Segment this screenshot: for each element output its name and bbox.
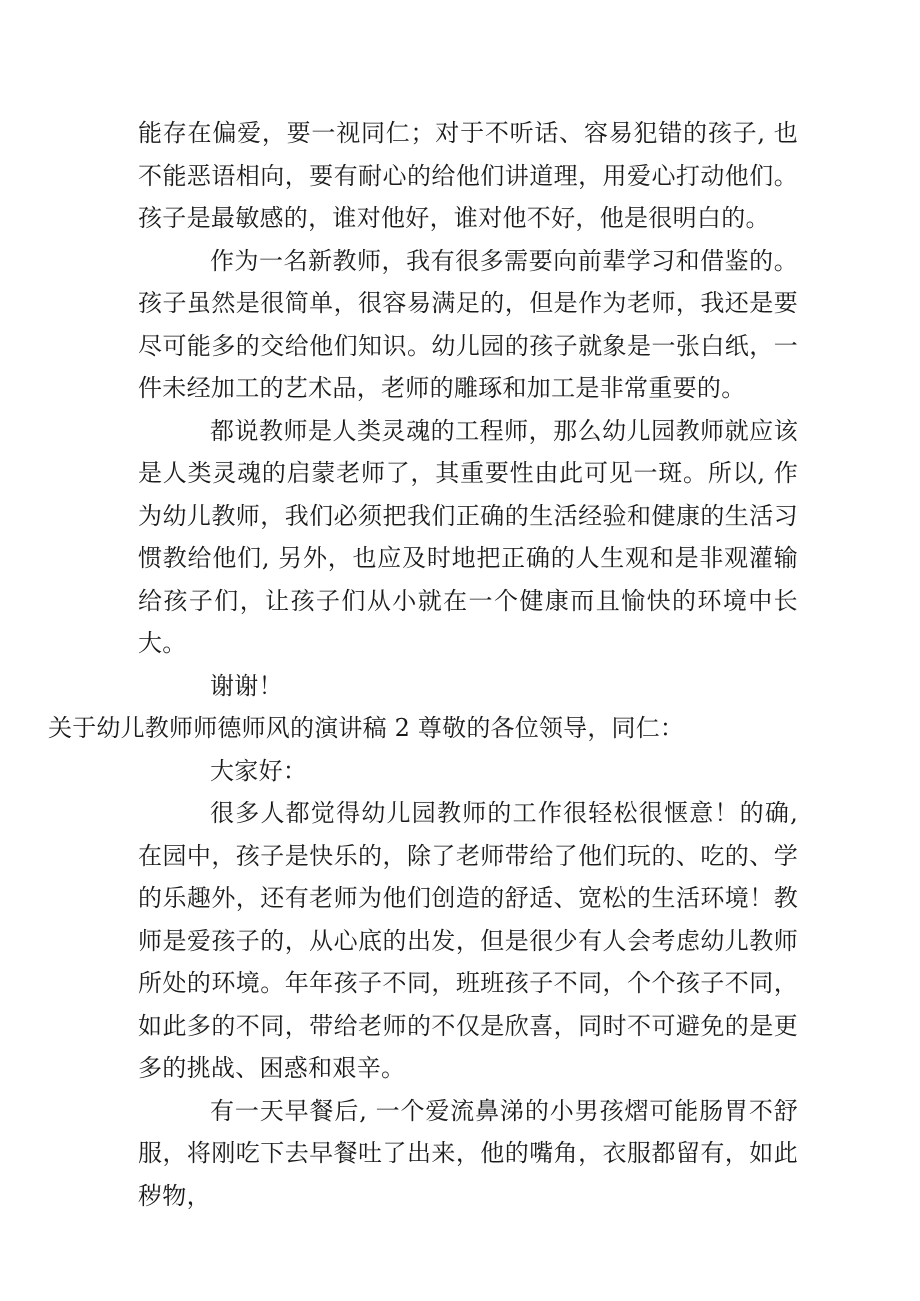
paragraph-3: 都说教师是人类灵魂的工程师，那么幼儿园教师就应该是人类灵魂的启蒙老师了，其重要性由此可见一斑。所以, 作为幼儿教师，我们必须把我们正确的生活经验和健康的生活习惯教给他们, 另外，也应及时地把正确的人生观和是非观灌输给孩子们，让孩子们从小就在一个健康而且愉快的环境中长大。: [138, 416, 798, 657]
paragraph-1: 能存在偏爱，要一视同仁；对于不听话、容易犯错的孩子, 也不能恶语相向，要有耐心的给他们讲道理，用爱心打动他们。孩子是最敏感的，谁对他好，谁对他不好，他是很明白的。: [138, 119, 798, 232]
speech-title: 关于幼儿教师师德师风的演讲稿 2 尊敬的各位领导，同仁：: [48, 714, 685, 742]
paragraph-8: 有一天早餐后, 一个爱流鼻涕的小男孩熠可能肠胃不舒服，将刚吃下去早餐吐了出来，他的嘴角，衣服都留有，如此秽物，: [138, 1096, 798, 1210]
closing-thanks: 谢谢！: [210, 671, 283, 700]
document-page: [48, 112, 798, 1217]
greeting: 大家好：: [210, 756, 308, 785]
paragraph-7: 很多人都觉得幼儿园教师的工作很轻松很惬意！的确, 在园中，孩子是快乐的，除了老师带给了他们玩的、吃的、学的乐趣外，还有老师为他们创造的舒适、宽松的生活环境！教师是爱孩子的，从心底的出发，但是很少有人会考虑幼儿教师所处的环境。年年孩子不同，班班孩子不同，个个孩子不同，如此多的不同，带给老师的不仅是欣喜，同时不可避免的是更多的挑战、困惑和艰辛。: [138, 799, 798, 1082]
paragraph-2: 作为一名新教师，我有很多需要向前辈学习和借鉴的。孩子虽然是很简单，很容易满足的，但是作为老师，我还是要尽可能多的交给他们知识。幼儿园的孩子就象是一张白纸，一件未经加工的艺术品，老师的雕琢和加工是非常重要的。: [138, 246, 798, 402]
